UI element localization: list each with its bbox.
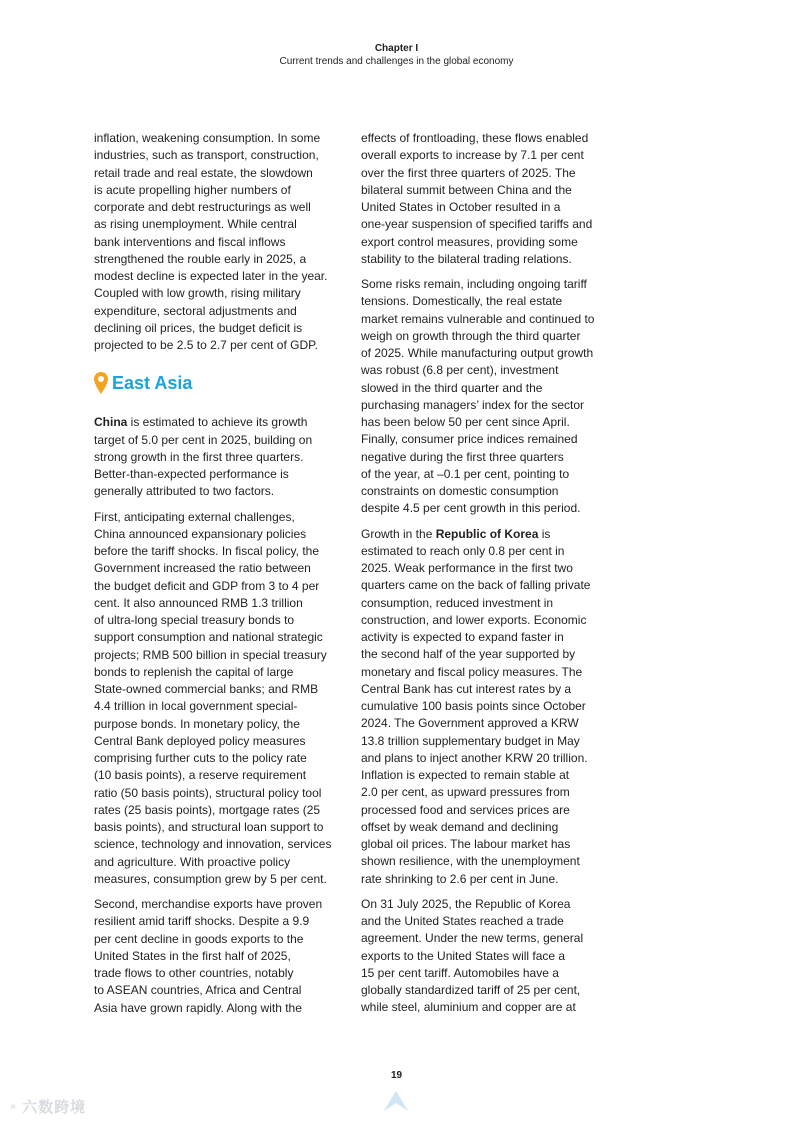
text-line: First, anticipating external challenges, (94, 509, 295, 524)
text-line: United States in October resulted in a (361, 200, 561, 214)
text-line: offset by weak demand and declining (361, 819, 559, 834)
right-column (361, 130, 603, 1025)
paragraph-frontloading (361, 130, 603, 268)
text-line: construction, and lower exports. Economic (361, 612, 587, 627)
text-line: rate shrinking to 2.6 per cent in June. (361, 871, 559, 886)
text-line: 2.0 per cent, as upward pressures from (361, 785, 570, 800)
text-line: science, technology and innovation, services (94, 837, 332, 852)
text-line: bank interventions and fiscal inflows (94, 234, 286, 249)
chapter-label: Chapter I (374, 43, 419, 54)
text-line: as rising unemployment. While central (94, 217, 297, 232)
page-header (0, 43, 793, 68)
text-line: rates (25 basis points), mortgage rates (25 (94, 802, 321, 817)
text-line: measures, consumption grew by 5 per cent. (94, 871, 327, 886)
paragraph-china-fiscal (94, 509, 340, 889)
text-line: cumulative 100 basis points since October (361, 699, 586, 713)
location-pin-icon (94, 372, 108, 394)
text-line: the second half of the year supported by (361, 647, 576, 662)
text-line: the budget deficit and GDP from 3 to 4 per (94, 578, 320, 593)
text-line: estimated to reach only 0.8 per cent in (361, 543, 565, 558)
text-line: target of 5.0 per cent in 2025, building on (94, 432, 313, 447)
text-line: projected to be 2.5 to 2.7 per cent of GDP. (94, 338, 318, 352)
text-line: retail trade and real estate, the slowdown (94, 165, 313, 180)
paragraph-china-exports (94, 896, 340, 1017)
text-line: bilateral summit between China and the (361, 182, 572, 197)
text-line: expenditure, sectoral adjustments and (94, 303, 297, 318)
text-line: United States in the first half of 2025, (94, 948, 291, 963)
text-line: and agriculture. With proactive policy (94, 854, 291, 869)
text-line: On 31 July 2025, the Republic of Korea (361, 896, 571, 911)
text-line: declining oil prices, the budget deficit is (94, 320, 303, 335)
text-line: quarters came on the back of falling private (361, 578, 591, 593)
text-line: shown resilience, with the unemployment (361, 854, 580, 869)
text-line: tensions. Domestically, the real estate (361, 294, 563, 309)
text-line: and the United States reached a trade (361, 914, 564, 928)
left-column (94, 130, 340, 1025)
first-line-rest: is estimated to achieve its growth (127, 415, 308, 430)
text-line: monetary and fiscal policy measures. The (361, 664, 583, 679)
text-line: generally attributed to two factors. (94, 484, 275, 499)
text-line: was robust (6.8 per cent), investment (361, 363, 559, 378)
text-line: resilient amid tariff shocks. Despite a 9.9 (94, 914, 310, 929)
text-line: exports to the United States will face a (361, 948, 566, 963)
text-line: Finally, consumer price indices remained (361, 432, 578, 447)
text-line: 2025. Weak performance in the first two (361, 561, 573, 575)
text-line: has been below 50 per cent since April. (361, 415, 570, 429)
text-line: globally standardized tariff of 25 per cent, (361, 983, 581, 997)
text-line: purpose bonds. In monetary policy, the (94, 716, 300, 731)
text-line: agreement. Under the new terms, general (361, 931, 584, 946)
first-line-post: is (538, 526, 551, 541)
text-line: Some risks remain, including ongoing tariff (361, 277, 587, 291)
text-line: Inflation is expected to remain stable at (361, 768, 570, 782)
watermark (8, 1096, 86, 1117)
text-line: while steel, aluminium and copper are at (361, 1000, 576, 1015)
text-line: Coupled with low growth, rising military (94, 286, 301, 301)
watermark-text: 六数跨境 (22, 1099, 87, 1116)
text-line: 4.4 trillion in local government special- (94, 699, 298, 714)
country-name-korea: Republic of Korea (435, 526, 539, 541)
text-line: 15 per cent tariff. Automobiles have a (361, 965, 559, 980)
text-line: is acute propelling higher numbers of (94, 182, 291, 197)
text-line: over the first three quarters of 2025. The (361, 165, 576, 180)
text-line: before the tariff shocks. In fiscal policy, the (94, 544, 319, 558)
text-line: bonds to replenish the capital of large (94, 664, 294, 679)
text-line: China announced expansionary policies (94, 526, 307, 541)
page-number: 19 (390, 1070, 403, 1081)
text-line: support consumption and national strategic (94, 630, 323, 645)
text-line: projects; RMB 500 billion in special treasury (94, 647, 327, 662)
text-line: processed food and services prices are (361, 802, 570, 817)
text-line: purchasing managers’ index for the sector (361, 397, 585, 412)
first-line (94, 414, 340, 431)
text-line: Government increased the ratio between (94, 561, 311, 576)
text-line: ratio (50 basis points), structural policy tool (94, 785, 322, 800)
text-line: one-year suspension of specified tariffs and (361, 217, 593, 232)
text-line: modest decline is expected later in the year. (94, 269, 328, 283)
text-line: overall exports to increase by 7.1 per cent (361, 148, 584, 163)
paragraph-korea-growth (361, 526, 603, 888)
text-line: 13.8 trillion supplementary budget in May (361, 733, 580, 748)
text-line: basis points), and structural loan support to (94, 820, 324, 834)
text-line: Central Bank deployed policy measures (94, 733, 306, 748)
text-line: export control measures, providing some (361, 234, 578, 249)
text-line: effects of frontloading, these flows enabled (361, 131, 589, 145)
text-line: of 2025. While manufacturing output growth (361, 346, 594, 360)
section-title: East Asia (112, 373, 193, 394)
text-line: stability to the bilateral trading relations. (361, 251, 572, 266)
text-line: industries, such as transport, construction, (94, 148, 319, 163)
text-line: slowed in the third quarter and the (361, 380, 543, 395)
text-line: Better-than-expected performance is (94, 467, 289, 481)
text-line: trade flows to other countries, notably (94, 966, 294, 980)
text-line: 2024. The Government approved a KRW (361, 716, 579, 731)
chapter-subtitle: Current trends and challenges in the global economy (279, 56, 514, 67)
text-line: to ASEAN countries, Africa and Central (94, 983, 302, 998)
text-line: (10 basis points), a reserve requirement (94, 768, 307, 783)
text-line: constraints on domestic consumption (361, 484, 559, 498)
text-line: negative during the first three quarters (361, 449, 564, 464)
text-line: weigh on growth through the third quarter (361, 328, 581, 343)
text-line: comprising further cuts to the policy rate (94, 751, 307, 765)
paragraph-lines (361, 543, 603, 888)
paragraph-china-intro (94, 414, 340, 500)
first-line-pre: Growth in the (361, 526, 436, 541)
text-line: strong growth in the first three quarters. (94, 449, 304, 464)
country-name-china: China (94, 415, 128, 430)
text-line: strengthened the rouble early in 2025, a (94, 251, 307, 266)
text-line: inflation, weakening consumption. In some (94, 131, 321, 145)
paragraph-risks (361, 276, 603, 518)
text-line: Asia have grown rapidly. Along with the (94, 1000, 302, 1015)
text-line: corporate and debt restructurings as well (94, 200, 311, 214)
up-arrow-icon[interactable] (383, 1088, 409, 1114)
text-line: cent. It also announced RMB 1.3 trillion (94, 595, 303, 610)
text-line: of ultra-long special treasury bonds to (94, 613, 295, 627)
first-line (361, 526, 603, 543)
text-line: and plans to inject another KRW 20 trillion. (361, 750, 588, 765)
text-line: of the year, at –0.1 per cent, pointing to (361, 466, 570, 481)
text-line: Second, merchandise exports have proven (94, 897, 323, 911)
text-line: market remains vulnerable and continued to (361, 311, 595, 326)
paragraph-korea-trade (361, 896, 603, 1017)
text-line: global oil prices. The labour market has (361, 837, 571, 851)
text-line: per cent decline in goods exports to the (94, 931, 304, 946)
paragraph-russia-continued (94, 130, 340, 354)
text-line: despite 4.5 per cent growth in this period. (361, 501, 581, 516)
text-line: activity is expected to expand faster in (361, 630, 564, 644)
section-heading-east-asia (94, 371, 340, 395)
text-line: Central Bank has cut interest rates by a (361, 681, 572, 696)
paragraph-lines (94, 432, 340, 501)
text-line: State-owned commercial banks; and RMB (94, 682, 319, 696)
text-line: consumption, reduced investment in (361, 595, 554, 610)
watermark-logo-icon: ⚬ (8, 1099, 19, 1114)
